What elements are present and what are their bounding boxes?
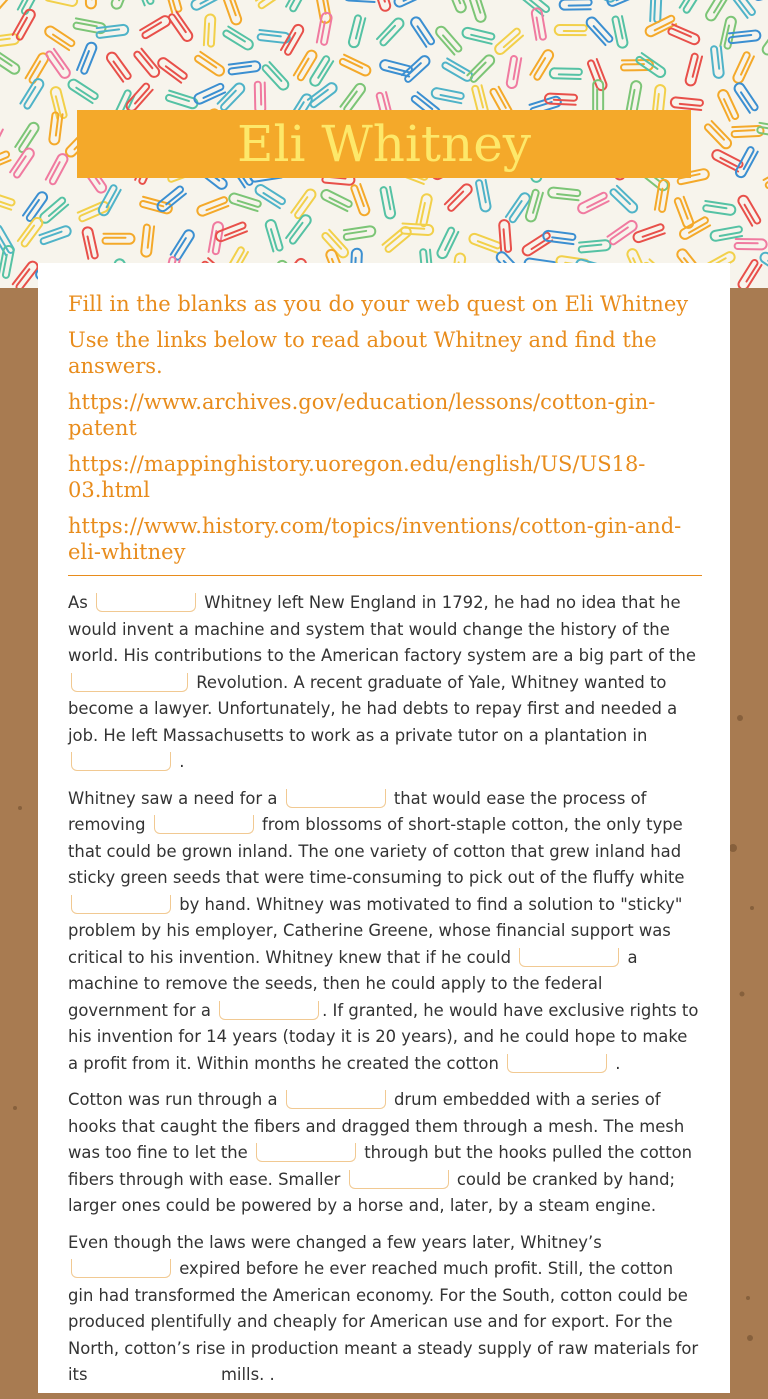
paperclip-icon [20,77,45,109]
paperclip-icon [376,16,405,46]
p4-text-3: mills. . [221,1365,275,1384]
paperclip-icon [732,51,755,84]
paperclip-icon [222,26,254,51]
blank-input[interactable] [71,895,171,914]
paperclip-icon [401,54,431,83]
link-mappinghistory[interactable]: https://mappinghistory.uoregon.edu/english/US/US18-03.html [68,451,702,503]
p2-text-4: by hand. Whitney was motivated to find a solution to "sticky" problem by his employer, Catherine Greene, whose financial support was critical to his invention. Whitney knew that if he could [68,895,682,967]
paperclip-icon [43,25,75,51]
paperclip-icon [409,16,435,48]
worksheet-card [38,263,730,1393]
paperclip-icon [102,234,134,244]
paperclip-icon [609,185,639,214]
header-banner [0,0,768,288]
paperclip-icon [679,0,705,14]
blank-input[interactable] [519,948,619,967]
paperclip-icon [560,0,592,10]
paperclip-icon [521,232,553,258]
paperclip-icon [77,41,98,74]
paperclip-icon [96,24,129,38]
paperclip-icon [82,226,99,259]
paperclip-icon [204,14,216,46]
paperclip-icon [139,14,172,39]
paperclip-icon [222,0,242,26]
paperclip-icon [401,223,434,235]
paperclip-icon [493,27,524,56]
divider [68,575,702,576]
paragraph-4 [68,1230,702,1389]
page-title: Eli Whitney [237,110,531,178]
blank-input[interactable] [286,1090,386,1109]
paperclip-icon [190,0,223,11]
blank-input[interactable] [154,815,254,834]
p4-text-2: expired before he ever reached much profit. Still, the cotton gin had transformed the American economy. For the South, cotton could be produced plentifully and cheaply for American use and for export. For the North, cotton’s rise in production meant a steady supply of raw materials for its [68,1259,698,1384]
paperclip-icon [255,0,287,9]
paragraph-2 [68,786,702,1078]
paperclip-icon [0,50,21,76]
blank-input[interactable] [96,1365,213,1384]
paperclip-icon [316,0,332,24]
paperclip-icon [255,82,266,114]
paperclip-icon [45,0,78,7]
blank-input[interactable] [71,752,171,771]
paperclip-icon [97,184,121,217]
p2-text-1: Whitney saw a need for a [68,789,277,808]
paperclip-icon [436,227,459,260]
paperclip-icon [711,45,724,78]
paperclip-icon [17,0,41,15]
paperclip-icon [214,222,247,243]
paperclip-icon [196,196,229,217]
paperclip-icon [350,183,370,216]
paperclip-icon [650,0,661,22]
blank-input[interactable] [71,1259,171,1278]
paperclip-icon [584,0,617,3]
paperclip-icon [86,0,96,8]
paperclip-icon [434,25,463,56]
p3-text-4: could be cranked by hand; larger ones could be powered by a horse and, later, by a steam engine. [68,1170,675,1216]
paperclip-icon [499,220,511,253]
paperclip-icon [506,56,521,89]
paperclip-icon [752,0,768,1]
paperclip-icon [468,0,487,23]
paperclip-icon [667,24,700,46]
p3-text-2: drum embedded with a series of hooks that caught the fibers and dragged them through a mesh. The mesh was too fine to let the [68,1090,684,1162]
paperclip-icon [703,201,736,216]
paperclip-icon [670,97,703,110]
paperclip-icon [340,82,367,114]
p2-text-6: . If granted, he would have exclusive rights to his invention for 14 years (today it is 20 years), and he could hope to make a profit from it. Within months he created the cotton [68,1001,698,1073]
paperclip-icon [110,0,131,10]
paperclip-icon [761,25,768,57]
paperclip-icon [555,25,587,35]
blank-input[interactable] [96,593,196,612]
p1-text-3: Revolution. A recent graduate of Yale, Whitney wanted to become a lawyer. Unfortunately, he had debts to repay first and needed a job. He left Massachusetts to work as a private tutor on a plantation in [68,673,677,745]
blank-input[interactable] [507,1054,607,1073]
paperclip-icon [711,148,744,172]
paperclip-icon [431,87,464,103]
paperclip-icon [446,0,467,14]
paperclip-icon [416,193,433,226]
blank-input[interactable] [349,1170,449,1189]
paperclip-icon [0,0,15,15]
paperclip-icon [139,196,172,214]
paperclip-icon [593,80,603,112]
paperclip-icon [612,15,628,48]
paperclip-icon [141,224,154,257]
paperclip-icon [45,48,72,80]
paperclip-icon [168,11,194,43]
paperclip-icon [476,179,492,212]
title-bar [77,110,691,178]
p1-text-4: . [179,752,184,771]
paperclip-icon [133,48,161,79]
paperclip-icon [0,151,12,173]
p1-text-2: Whitney left New England in 1792, he had no idea that he would invent a machine and system that would change the history of the world. His contributions to the American factory system are a big part of the [68,593,696,665]
paperclip-icon [626,80,642,113]
paperclip-icon [550,68,582,79]
paperclip-icon [737,194,762,227]
paperclip-icon [293,49,318,82]
paperclip-icon [133,0,154,6]
paperclip-icon [228,192,262,211]
paperclip-icon [678,216,711,241]
paperclip-icon [733,81,759,113]
p2-text-5: a machine to remove the seeds, then he could apply to the federal government for a [68,948,638,1020]
paperclip-icon [704,120,733,150]
paperclip-icon [67,78,99,104]
paperclip-icon [320,188,353,211]
paperclip-icon [265,219,284,253]
paperclip-icon [728,30,761,43]
blank-input[interactable] [256,1143,356,1162]
p3-text-3: through but the hooks pulled the cotton fibers through with ease. Smaller [68,1143,692,1189]
paragraph-3 [68,1087,702,1220]
paperclip-icon [548,187,581,200]
paragraph-1 [68,590,702,776]
paperclip-icon [737,259,762,288]
paperclip-icon [39,225,73,245]
paperclip-icon [587,58,608,91]
paperclip-icon [254,183,286,209]
paperclip-icon [607,219,639,246]
instruction-line-1: Fill in the blanks as you do your web quest on Eli Whitney [68,291,702,317]
paperclip-icon [280,23,305,56]
paperclip-icon [729,0,756,19]
p1-text-1: As [68,593,88,612]
paperclip-icon [578,240,611,253]
paperclip-icon [759,251,768,277]
paperclip-icon [393,0,426,8]
paperclip-icon [339,54,372,77]
paperclip-icon [441,58,474,83]
paperclip-icon [576,192,609,215]
p2-text-7: . [615,1054,620,1073]
paperclip-icon [164,0,182,14]
paperclip-icon [468,232,501,253]
p2-text-3: from blossoms of short-staple cotton, the only type that could be grown inland. The one variety of cotton that grew inland had sticky green seeds that were time-consuming to pick out of the fluffy white [68,815,685,887]
paperclip-icon [286,0,310,12]
blank-input[interactable] [286,789,386,808]
paperclip-icon [763,165,768,190]
paperclip-icon [12,8,36,41]
blank-input[interactable] [219,1001,319,1020]
paperclip-icon [105,51,132,83]
paperclip-icon [585,15,614,45]
paperclip-icon [461,27,494,44]
p4-text-1: Even though the laws were changed a few years later, Whitney’s [68,1233,602,1252]
paperclip-icon [170,228,196,260]
paperclip-icon [45,152,69,185]
paperclip-icon [217,81,246,111]
paperclip-icon [0,190,15,210]
paperclip-icon [77,200,110,222]
paperclip-icon [444,182,474,212]
paperclip-icon [380,186,396,219]
link-archives[interactable]: https://www.archives.gov/education/lessons/cotton-gin-patent [68,389,702,441]
paperclip-icon [228,61,261,75]
paperclip-icon [156,56,188,83]
paperclip-icon [343,226,376,241]
instruction-line-2: Use the links below to read about Whitney and find the answers. [68,327,702,379]
paperclip-icon [685,53,703,86]
p2-text-2: that would ease the process of removing [68,789,646,835]
paperclip-icon [735,239,767,249]
paperclip-icon [344,0,377,2]
p3-text-1: Cotton was run through a [68,1090,278,1109]
paperclip-icon [635,52,667,78]
link-history[interactable]: https://www.history.com/topics/inventions/cotton-gin-and-eli-whitney [68,513,702,565]
paperclip-icon [194,51,226,77]
paperclip-icon [348,15,366,48]
paperclip-icon [382,225,413,253]
blank-input[interactable] [71,673,188,692]
paperclip-icon [734,146,758,179]
paperclip-icon [467,53,497,83]
